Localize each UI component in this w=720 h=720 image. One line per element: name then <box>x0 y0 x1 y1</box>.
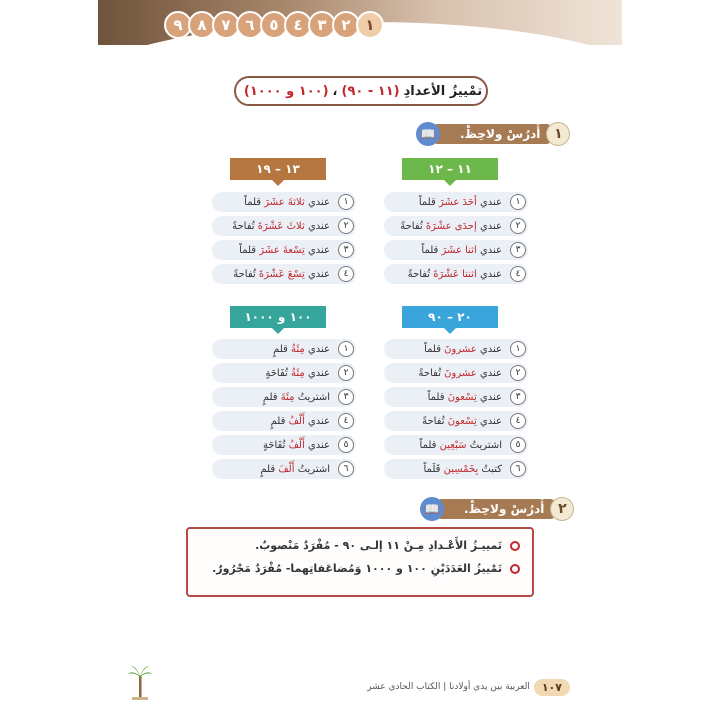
item-number-word: ثلاثةَ عشَرَ <box>264 196 305 208</box>
item-number-word: مِئَةُ <box>291 343 305 355</box>
item-tamyiz: قلماً <box>427 391 445 403</box>
list-item <box>384 264 528 284</box>
item-tamyiz: قلمٍ <box>273 343 288 355</box>
item-number: ٣ <box>338 389 354 405</box>
item-pre: عندي <box>479 196 502 208</box>
list-item <box>212 264 356 284</box>
digit-3: ٣ <box>308 11 336 39</box>
list-item <box>384 435 528 455</box>
item-number-word: اثنتا عَشْرَةَ <box>433 268 477 280</box>
item-number: ٦ <box>338 461 354 477</box>
group-13-19-list <box>212 192 356 288</box>
item-number-word: إحدَى عشْرَةَ <box>425 220 477 232</box>
item-tamyiz: قلماً <box>239 244 257 256</box>
list-item <box>384 363 528 383</box>
section-2-number: ٢ <box>550 497 574 521</box>
list-item <box>384 240 528 260</box>
item-pre: عندي <box>307 268 330 280</box>
digit-9: ٩ <box>164 11 192 39</box>
item-pre: عندي <box>307 439 330 451</box>
item-tamyiz: تُفَاحَةٍ <box>265 367 288 379</box>
item-number-word: أَلْفُ <box>288 415 305 427</box>
group-13-19-header: ١٣ – ١٩ <box>230 158 326 180</box>
item-number: ١ <box>510 194 526 210</box>
section-1-label: أُدرُسْ ولاحِظْ. <box>434 124 550 144</box>
item-pre: كتبتُ <box>481 463 502 475</box>
book-reading-icon: 📖 <box>420 497 444 521</box>
group-11-12-list <box>384 192 528 288</box>
list-item <box>212 339 356 359</box>
item-number-word: بِخَمْسِين <box>443 463 479 475</box>
section-1-number: ١ <box>546 122 570 146</box>
item-number-word: تِسْعةَ عشَرَ <box>259 244 305 256</box>
item-number-word: مِئَةَ <box>280 391 295 403</box>
group-100-1000-header: ١٠٠ و ١٠٠٠ <box>230 306 326 328</box>
item-number: ٣ <box>510 242 526 258</box>
item-number-word: أَلْفُ <box>288 439 305 451</box>
item-number-word: ثلاثَ عَشْرَةَ <box>257 220 305 232</box>
circle-bullet-icon <box>510 564 520 574</box>
item-number-word: تِسْعونَ <box>447 415 477 427</box>
item-tamyiz: تُفاحةً <box>422 415 445 427</box>
item-number: ٢ <box>510 365 526 381</box>
list-item <box>212 411 356 431</box>
digit-4: ٤ <box>284 11 312 39</box>
group-100-1000-list <box>212 339 356 483</box>
item-tamyiz: تُفَاحَةٍ <box>262 439 286 451</box>
list-item <box>384 339 528 359</box>
group-20-90-list <box>384 339 528 483</box>
group-11-12-header: ١١ – ١٢ <box>402 158 498 180</box>
section-2-header <box>420 497 574 521</box>
item-tamyiz: قلماً <box>419 439 437 451</box>
title-separator: ، <box>332 83 338 99</box>
item-tamyiz: قلمٍ <box>270 415 286 427</box>
item-number: ٣ <box>338 242 354 258</box>
item-number: ٤ <box>338 266 354 282</box>
item-tamyiz: تُفاحةً <box>400 220 423 232</box>
item-tamyiz: قلمٍ <box>260 463 276 475</box>
item-pre: عندي <box>307 415 330 427</box>
item-number: ٤ <box>510 266 526 282</box>
list-item <box>212 192 356 212</box>
list-item <box>384 216 528 236</box>
item-number: ٥ <box>338 437 354 453</box>
digit-6: ٦ <box>236 11 264 39</box>
item-pre: عندي <box>307 367 330 379</box>
item-number: ١ <box>338 194 354 210</box>
item-tamyiz: قلماً <box>421 244 439 256</box>
item-number: ٥ <box>510 437 526 453</box>
digit-7: ٧ <box>212 11 240 39</box>
item-number-word: سَبْعِين <box>439 439 467 451</box>
page-number: ١٠٧ <box>534 679 570 696</box>
section-1-header <box>416 122 570 146</box>
item-number: ٦ <box>510 461 526 477</box>
list-item <box>384 387 528 407</box>
item-number: ٢ <box>338 365 354 381</box>
page-footer <box>150 676 570 698</box>
item-pre: عندي <box>479 367 502 379</box>
palm-tree-icon <box>128 664 152 700</box>
item-pre: عندي <box>479 220 502 232</box>
group-20-90-header: ٢٠ – ٩٠ <box>402 306 498 328</box>
item-tamyiz: قلماً <box>244 196 262 208</box>
rule-text: تَمييـزُ الأَعْـدادِ مِـنْ ١١ إلـى ٩٠ - مُفْرَدٌ مَنْصوبٌ. <box>255 539 502 552</box>
item-tamyiz: تُفاحةً <box>418 367 441 379</box>
item-tamyiz: قلماً <box>418 196 436 208</box>
item-number-word: اثنا عشَرَ <box>441 244 477 256</box>
item-number-word: عشرونَ <box>444 367 477 379</box>
book-title: العربية بين يدي أولادنا | الكتاب الحادي عشر <box>367 682 530 692</box>
item-number-word: أَلْفَ <box>278 463 295 475</box>
item-number: ٤ <box>338 413 354 429</box>
section-2-label: أُدرُسْ ولاحِظْ. <box>438 499 554 519</box>
item-number: ٢ <box>510 218 526 234</box>
item-number: ٤ <box>510 413 526 429</box>
item-number: ٣ <box>510 389 526 405</box>
title-main: تمْييزُ الأعدادِ <box>403 83 483 99</box>
item-pre: اشتريتُ <box>469 439 502 451</box>
title-hundreds: (١٠٠ و ١٠٠٠) <box>243 83 329 99</box>
list-item <box>384 411 528 431</box>
item-number-word: عشرونَ <box>444 343 477 355</box>
digit-8: ٨ <box>188 11 216 39</box>
item-pre: عندي <box>479 244 502 256</box>
item-number-word: أحَدَ عشَرَ <box>438 196 477 208</box>
digit-strip <box>168 11 384 39</box>
item-pre: عندي <box>307 220 330 232</box>
rule-text: تَمْييزُ العَدَدَيْنِ ١٠٠ و ١٠٠٠ وَمُضاعَفاتِهما- مُفْرَدٌ مَجْرُورٌ. <box>212 562 502 575</box>
item-number: ١ <box>338 341 354 357</box>
digit-5: ٥ <box>260 11 288 39</box>
item-pre: عندي <box>307 343 330 355</box>
item-number: ١ <box>510 341 526 357</box>
item-pre: اشتريتُ <box>297 391 330 403</box>
item-pre: اشتريتُ <box>297 463 330 475</box>
list-item <box>212 459 356 479</box>
rules-box <box>186 527 534 597</box>
item-tamyiz: تُفاحةً <box>233 268 256 280</box>
item-number-word: تِسْعَ عَشْرَةَ <box>258 268 305 280</box>
item-tamyiz: قلمٍ <box>262 391 278 403</box>
list-item <box>384 192 528 212</box>
list-item <box>212 435 356 455</box>
digit-1: ١ <box>356 11 384 39</box>
item-pre: عندي <box>479 415 502 427</box>
item-number-word: تِسْعونَ <box>447 391 477 403</box>
item-tamyiz: قَلَماً <box>423 463 441 475</box>
digit-2: ٢ <box>332 11 360 39</box>
list-item <box>212 240 356 260</box>
item-pre: عندي <box>479 391 502 403</box>
circle-bullet-icon <box>510 541 520 551</box>
item-number: ٢ <box>338 218 354 234</box>
item-pre: عندي <box>307 196 330 208</box>
book-reading-icon: 📖 <box>416 122 440 146</box>
item-tamyiz: قلماً <box>424 343 441 355</box>
item-number-word: مِئَةُ <box>291 367 305 379</box>
list-item <box>212 363 356 383</box>
list-item <box>212 216 356 236</box>
item-pre: عندي <box>479 268 502 280</box>
title-range: (١١ - ٩٠) <box>341 83 400 99</box>
item-tamyiz: تُفاحةً <box>407 268 431 280</box>
rule-item <box>200 562 520 575</box>
item-pre: عندي <box>479 343 502 355</box>
page-title <box>234 76 488 106</box>
list-item <box>384 459 528 479</box>
rule-item <box>200 539 520 552</box>
list-item <box>212 387 356 407</box>
item-pre: عندي <box>307 244 330 256</box>
item-tamyiz: تُفاحةً <box>232 220 255 232</box>
